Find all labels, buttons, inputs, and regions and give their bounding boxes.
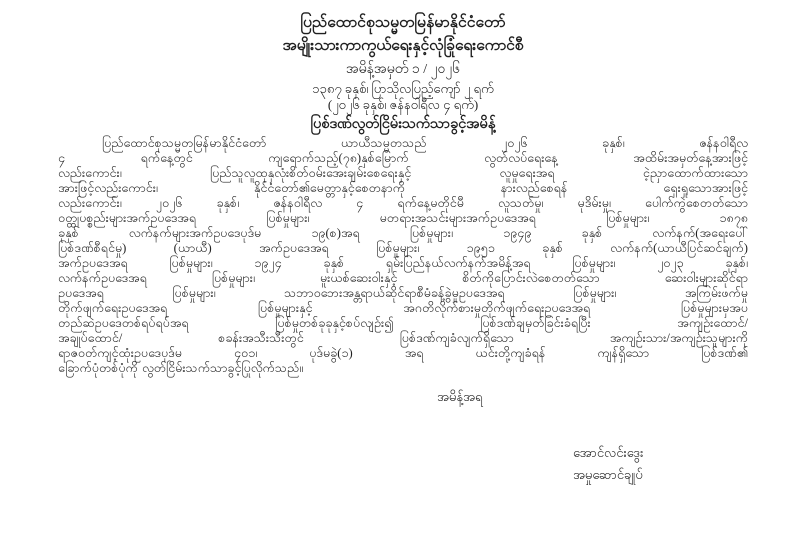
date-myanmar-calendar: ၁၃၈၇ ခုနှစ်၊ ပြာသိုလပြည့်ကျော် ၂ ရက်: [312, 81, 494, 96]
body-line: ခုနှစ် လက်နက်များအက်ဥပဒေပုဒ်မ ၁၉(စ)အရ ပြစ်မှုများ၊ ၁၉၄၉ ခုနှစ် လက်နက်(အရေးပေါ်: [58, 226, 748, 240]
body-line: အချုပ်ထောင်/ စခန်းအသီးသီးတွင် ပြစ်ဒဏ်ကျခံလျက်ရှိသော အကျဉ်းသား/အကျဉ်းသူများကို: [58, 331, 748, 345]
body-line: ပြစ်ဒဏ်စီရင်မှု) (ယာယီ) အက်ဥပဒေအရ ပြစ်မှုများ၊ ၁၉၅၁ ခုနှစ် လက်နက်(ယာယီပြင်ဆင်ချက်): [58, 241, 748, 255]
body-line: ဝတ္ထုပစ္စည်းများအက်ဥပဒေအရ ပြစ်မှုများ၊ မတရားအသင်းများအက်ဥပဒေအရ ပြစ်မှုများ၊ ၁၈၇၈: [58, 211, 748, 225]
state-name-heading: ပြည်ထောင်စုသမ္မတမြန်မာနိုင်ငံတော်: [300, 14, 506, 31]
body-line: ပြည်ထောင်စုသမ္မတမြန်မာနိုင်ငံတော် ယာယီသမ္မတသည် ၂၀၂၆ ခုနှစ်၊ ဇန်နဝါရီလ: [102, 136, 748, 150]
document-header: [58, 12, 748, 134]
by-order-label: အမိန့်အရ: [437, 389, 483, 404]
body-line: တိုက်ဖျက်ရေးဥပဒေအရ ပြစ်မှုများနှင့် အဂတိလိုက်စားမှုတိုက်ဖျက်ရေးဥပဒေအရ ပြစ်မှုများမှအပ: [58, 301, 748, 315]
body-line: ဥပဒေအရ ပြစ်မှုများ၊ သဘာဝဘေးအန္တရာယ်ဆိုင်ရာစီမံခန့်ခွဲမှုဥပဒေအရ ပြစ်မှုများ၊ အကြမ်းဖက်မှု: [58, 286, 748, 300]
body-line: ၄ ရက်နေ့တွင် ကျရောက်သည့်(၇၈)နှစ်မြောက် လွတ်လပ်ရေးနေ့ အထိမ်းအမှတ်နေ့အားဖြင့်: [58, 151, 748, 165]
order-title: ပြစ်ဒဏ်လွတ်ငြိမ်းသက်သာခွင့်အမိန့်: [310, 116, 496, 132]
body-line: ရာဇဝတ်ကျင့်ထုံးဥပဒေပုဒ်မ ၄၀၁၊ ပုဒ်မခွဲ(၁) အရ ယင်းတို့ကျခံရန် ကျန်ရှိသော ပြစ်ဒဏ်၏: [58, 346, 748, 360]
signer-title: အမှုဆောင်ချုပ်: [573, 467, 643, 482]
signer-name: အောင်လင်းဒွေး: [573, 445, 644, 460]
order-body-paragraph: [58, 136, 748, 376]
body-line: ခြောက်ပုံတစ်ပုံကို လွတ်ငြိမ်းသက်သာခွင့်ပြုလိုက်သည်။: [58, 361, 304, 375]
body-line: အက်ဥပဒေအရ ပြစ်မှုများ၊ ၁၉၂၄ ခုနှစ် ရှမ်းပြည်နယ်လက်နက်အမိန့်အရ ပြစ်မှုများ၊ ၂၀၂၃ ခုနှစ်၊: [58, 256, 748, 270]
date-gregorian: (၂၀၂၆ ခုနှစ်၊ ဇန်နဝါရီလ ၄ ရက်): [327, 96, 479, 112]
council-name-heading: အမျိုးသားကာကွယ်ရေးနှင့်လုံခြုံရေးကောင်စီ: [282, 37, 524, 54]
body-line: တည်ဆဲဥပဒေတစ်ရပ်ရပ်အရ ပြစ်မှုတစ်ခုခုနှင့်စပ်လျဉ်း၍ ပြစ်ဒဏ်ချမှတ်ခြင်းခံရပြီး အကျဉ်းထောင်/: [58, 316, 748, 330]
signature-block: [573, 442, 643, 486]
body-line: အားဖြင့်လည်းကောင်း၊ နိုင်ငံတော်၏မေတ္တာနှင့်စေတနာကို နားလည်စေရန် ရှေးရှုသောအားဖြင့်: [58, 181, 748, 195]
body-line: လည်းကောင်း၊ ပြည်သူလူထုနှလုံးစိတ်ဝမ်းအေးချမ်းစေရေးနှင့် လူမှုရေးအရ ငဲ့ညှာထောက်ထားသော: [58, 166, 748, 180]
order-number: အမိန့်အမှတ် ၁ / ၂၀၂၆: [345, 62, 461, 77]
body-line: လက်နက်ဥပဒေအရ ပြစ်မှုများ၊ မူးယစ်ဆေးဝါးနှင့် စိတ်ကိုပြောင်းလဲစေတတ်သော ဆေးဝါးများဆိုင်ရာ: [58, 271, 748, 285]
body-line: လည်းကောင်း၊ ၂၀၂၆ ခုနှစ်၊ ဇန်နဝါရီလ ၄ ရက်နေ့မတိုင်မီ လူသတ်မှု၊ မုဒိမ်းမှု၊ ပေါက်ကွဲစေတတ်သော: [58, 196, 748, 210]
